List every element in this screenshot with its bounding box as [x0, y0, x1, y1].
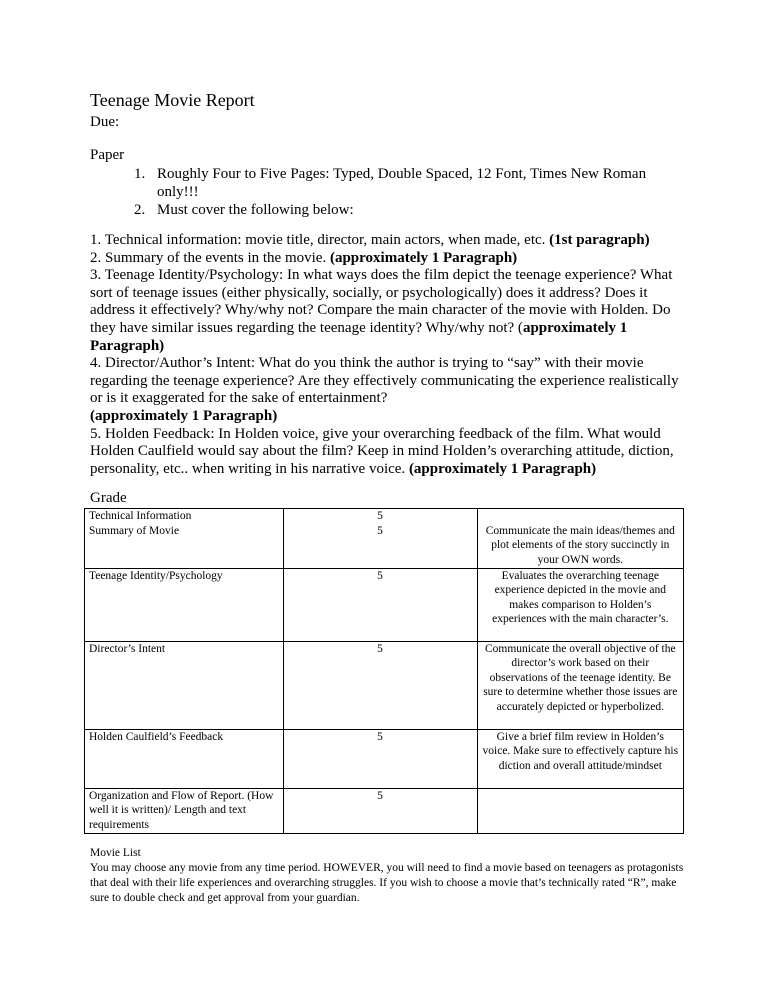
- requirements-list: [90, 165, 659, 219]
- movie-list-heading: Movie List: [90, 847, 141, 859]
- paper-heading: Paper: [90, 147, 125, 163]
- description-cell: Communicate the main ideas/themes and plot elements of the story succinctly in your OWN words.: [477, 524, 683, 569]
- requirement-item: 2. Must cover the following below:: [149, 201, 659, 219]
- criterion-cell: Summary of Movie: [85, 524, 284, 569]
- description-cell: [477, 509, 683, 524]
- section-item: 5. Holden Feedback: In Holden voice, give your overarching feedback of the film. What would Holden Caulfield would say about the film? Keep in mind Holden’s overarching attitude, diction, personality, etc.. when writing in his narrative voice. (approximately 1 Paragraph): [90, 425, 674, 477]
- table-row: [85, 729, 684, 788]
- points-cell: 5: [283, 729, 477, 788]
- section-item: 1. Technical information: movie title, director, main actors, when made, etc. (1st paragraph): [90, 232, 650, 248]
- criterion-cell: Director’s Intent: [85, 641, 284, 729]
- table-row: [85, 509, 684, 524]
- description-cell: Communicate the overall objective of the director’s work based on their observations of the teenage identity. Be sure to determine whether those issues are accurately depicted or hyperbolized.: [477, 641, 683, 729]
- section-item: 4. Director/Author’s Intent: What do you think the author is trying to “say” with their movie regarding the teenage experience? Are they effectively communicating the experience realistically or is it exaggerated for the sake of entertainment? (approximately 1 Paragraph): [90, 355, 679, 424]
- description-cell: Evaluates the overarching teenage experience depicted in the movie and makes comparison to Holden’s experiences with the main character’s.: [477, 568, 683, 641]
- section-list: [90, 232, 686, 478]
- description-cell: Give a brief film review in Holden’s voice. Make sure to effectively capture his diction and overall attitude/mindset: [477, 729, 683, 788]
- points-cell: 5: [283, 641, 477, 729]
- points-cell: 5: [283, 788, 477, 833]
- table-row: [85, 524, 684, 569]
- movie-list-section: [90, 846, 690, 906]
- description-cell: [477, 788, 683, 833]
- criterion-cell: Technical Information: [85, 509, 284, 524]
- table-row: [85, 641, 684, 729]
- criterion-cell: Organization and Flow of Report. (How well it is written)/ Length and text requirements: [85, 788, 284, 833]
- movie-list-text: You may choose any movie from any time period. HOWEVER, you will need to find a movie based on teenagers as protagonists that deal with their life experiences and overarching struggles. If you wish to choose a movie that’s technically rated “R”, make sure to double check and get approval from your guardian.: [90, 862, 684, 904]
- table-row: [85, 568, 684, 641]
- criterion-cell: Holden Caulfield’s Feedback: [85, 729, 284, 788]
- table-row: [85, 788, 684, 833]
- grade-heading: Grade: [90, 490, 127, 506]
- grade-table: [84, 508, 684, 834]
- points-cell: 5: [283, 568, 477, 641]
- due-label: Due:: [90, 114, 120, 130]
- criterion-cell: Teenage Identity/Psychology: [85, 568, 284, 641]
- points-cell: 5: [283, 524, 477, 569]
- page-title: Teenage Movie Report: [90, 90, 255, 110]
- points-cell: 5: [283, 509, 477, 524]
- section-item: 3. Teenage Identity/Psychology: In what ways does the film depict the teenage experience? What sort of teenage issues (either physically, socially, or psychologically) does it address? Does it address it effectively? Why/why not? Compare the main character of the movie with Holden. Do they have similar issues regarding the teenage identity? Why/why not? (approximately 1 Paragraph): [90, 267, 673, 354]
- requirement-item: 1. Roughly Four to Five Pages: Typed, Double Spaced, 12 Font, Times New Roman only!!!: [149, 165, 659, 201]
- section-item: 2. Summary of the events in the movie. (approximately 1 Paragraph): [90, 249, 518, 266]
